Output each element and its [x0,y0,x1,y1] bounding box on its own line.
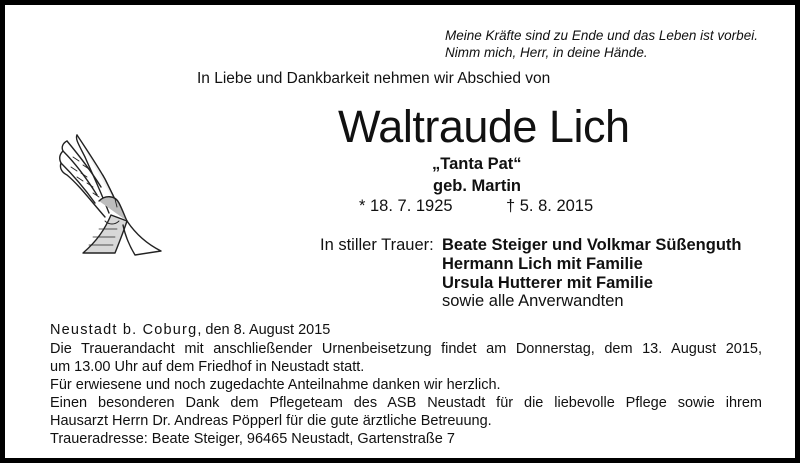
special-thanks-line-2: Hausarzt Herrn Dr. Andreas Pöpperl für die gute ärztliche Betreuung. [50,413,492,429]
place-date [50,322,330,338]
mourner-name: Beate Steiger und Volkmar Süßenguth [442,236,742,254]
mourners-others: sowie alle Anverwandten [442,292,624,310]
intro-text: In Liebe und Dankbarkeit nehmen wir Abschied von [197,70,551,87]
mourner-name: Hermann Lich mit Familie [442,255,643,273]
deceased-name: Waltraude Lich [338,101,630,152]
date: , den 8. August 2015 [197,322,331,338]
quote-line-2: Nimm mich, Herr, in deine Hände. [445,45,648,60]
mourning-address: Traueradresse: Beate Steiger, 96465 Neustadt, Gartenstraße 7 [50,431,455,447]
mourner-name: Ursula Hutterer mit Familie [442,274,653,292]
praying-hands-icon [53,117,173,262]
funeral-info-line-2: um 13.00 Uhr auf dem Friedhof in Neustadt statt. [50,359,365,375]
funeral-info-line-1: Die Trauerandacht mit anschließender Urnenbeisetzung findet am Donnerstag, dem 13. August 2015, [50,341,762,357]
nickname: „Tanta Pat“ [432,155,522,173]
thanks-text: Für erwiesene und noch zugedachte Anteilnahme danken wir herzlich. [50,377,501,393]
birth-date: * 18. 7. 1925 [359,197,453,215]
special-thanks-line-1: Einen besonderen Dank dem Pflegeteam des ASB Neustadt für die liebevolle Pflege sowie ihrem [50,395,762,411]
mourners-label: In stiller Trauer: [320,236,434,254]
death-date: † 5. 8. 2015 [506,197,594,215]
place: Neustadt b. Coburg [50,322,198,338]
birth-name: geb. Martin [433,177,522,195]
quote-line-1: Meine Kräfte sind zu Ende und das Leben ist vorbei. [445,28,758,43]
